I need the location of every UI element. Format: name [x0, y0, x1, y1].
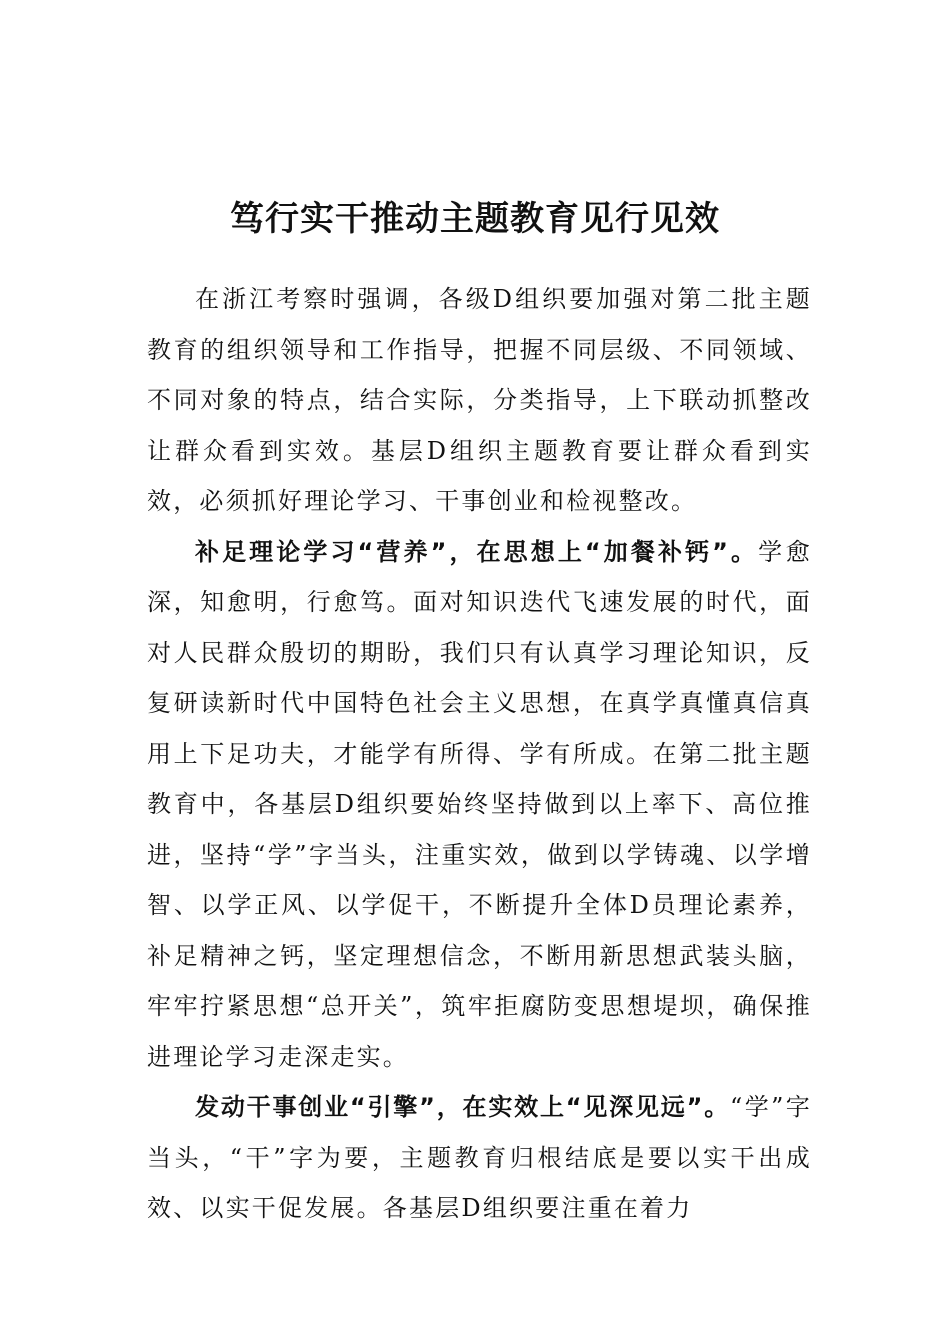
paragraph-lead: 补足理论学习“营养”，在思想上“加餐补钙”。: [195, 537, 759, 566]
paragraph-text: 学愈深，知愈明，行愈笃。面对知识迭代飞速发展的时代，面对人民群众殷切的期盼，我们只有认真学习理论知识，反复研读新时代中国特色社会主义思想，在真学真懂真信真用上下足功夫，才能学有所得、学有所成。在第二批主题教育中，各基层D组织要始终坚持做到以上率下、高位推进，坚持“学”字当头，注重实效，做到以学铸魂、以学增智、以学正风、以学促干，不断提升全体D员理论素养，补足精神之钙，坚定理想信念，不断用新思想武装头脑，牢牢拧紧思想“总开关”，筑牢拒腐防变思想堤坝，确保推进理论学习走深走实。: [147, 537, 813, 1071]
paragraph-intro: [147, 274, 812, 527]
paragraph-text: “学”字当头，“干”字为要，主题教育归根结底是要以实干出成效、以实干促发展。各基层D组织要注重在着力: [147, 1093, 812, 1222]
document-body: [147, 274, 812, 1234]
paragraph-text: 在浙江考察时强调，各级D组织要加强对第二批主题教育的组织领导和工作指导，把握不同层级、不同领域、不同对象的特点，结合实际，分类指导，上下联动抓整改让群众看到实效。基层D组织主题教育要让群众看到实效，必须抓好理论学习、干事创业和检视整改。: [147, 285, 812, 515]
paragraph-lead: 发动干事创业“引擎”，在实效上“见深见远”。: [195, 1093, 731, 1121]
paragraph-entrepreneurship: [147, 1082, 812, 1234]
document-title: 笃行实干推动主题教育见行见效: [230, 198, 720, 239]
paragraph-theory-study: [147, 527, 812, 1083]
